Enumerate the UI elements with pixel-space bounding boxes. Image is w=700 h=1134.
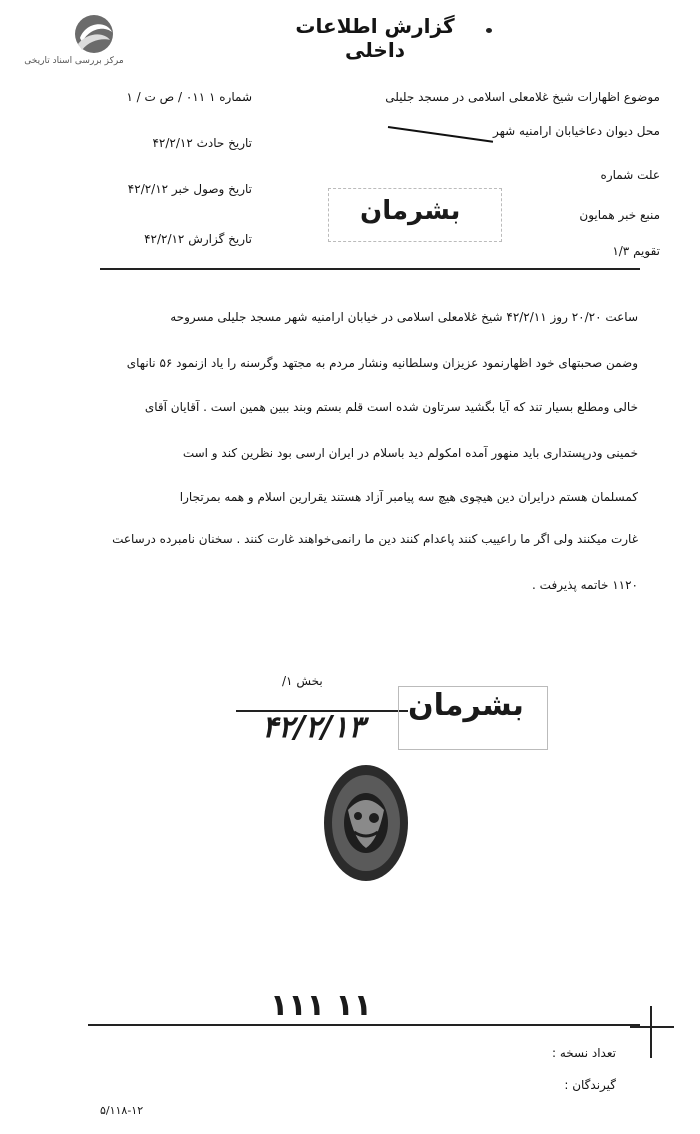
source-field: منبع خبر همایون xyxy=(579,208,660,222)
section-label: بخش ۱/ xyxy=(282,674,323,688)
case-number-field: علت شماره xyxy=(600,168,660,182)
cross-mark-vertical xyxy=(650,1006,652,1058)
subject-field: موضوع اظهارات شیخ غلامعلی اسلامی در مسجد جلیلی xyxy=(385,90,660,104)
header-divider xyxy=(100,268,640,270)
document-title: گزارش اطلاعات داخلی xyxy=(295,14,455,62)
body-line-2: وضمن صحبتهای خود اظهارنمود عزیزان وسلطانیه ونشار مردم به مجتهد وگرسنه را یاد ازنمود ۵۶ نانهای xyxy=(126,356,638,370)
event-date-field: تاریخ حادث ۴۲/۲/۱۲ xyxy=(152,136,252,150)
cross-mark-horizontal xyxy=(630,1026,674,1028)
footer-code: ۵/۱۱۸-۱۲ xyxy=(100,1104,144,1117)
copies-count-label: تعداد نسخه : xyxy=(551,1046,616,1060)
handwritten-date: ۴۲/۲/۱۳ xyxy=(262,710,365,745)
title-dot xyxy=(486,28,492,33)
body-line-5: کمسلمان هستم درایران دین هیچوی هیچ سه پیامبر آزاد هستند یقرارین اسلام و همه بمرتجارا xyxy=(179,490,638,504)
rating-field: تقویم ۱/۳ xyxy=(612,244,660,258)
top-stamp: بشرمان xyxy=(360,196,461,226)
body-line-3: خالی ومطلع بسیار تند که آیا بگشید سرتاون شده است قلم بستم وبند ببین همین است . آقایان آقای xyxy=(144,400,638,414)
strikethrough-mark xyxy=(388,126,493,143)
seal-icon xyxy=(318,760,414,886)
body-line-4: خمینی ودرپستداری باید منهور آمده امکولم دید باسلام در ایران ارسی بود نظرین کند و است xyxy=(182,446,638,460)
archive-emblem-icon xyxy=(16,12,136,60)
footer-divider xyxy=(88,1024,640,1026)
bottom-stamp: بشرمان xyxy=(408,688,524,723)
location-field: محل دیوان دعاخیابان ارامنیه شهر xyxy=(493,124,660,138)
body-line-7: ۱۱۲۰ خاتمه پذیرفت . xyxy=(532,578,638,592)
bottom-handwritten-marks: ۱۱۱ ۱۱ xyxy=(270,988,372,1023)
archive-name: مرکز بررسی اسناد تاریخی xyxy=(24,56,124,66)
report-date-field: تاریخ گزارش ۴۲/۲/۱۲ xyxy=(144,232,252,246)
body-line-1: ساعت ۲۰/۲۰ روز ۴۲/۲/۱۱ شیخ غلامعلی اسلامی در خیابان ارامنیه شهر مسجد جلیلی مسروحه xyxy=(170,310,638,324)
received-date-field: تاریخ وصول خبر ۴۲/۲/۱۲ xyxy=(127,182,252,196)
official-seal xyxy=(318,760,414,886)
recipients-label: گیرندگان : xyxy=(564,1078,616,1092)
number-field: شماره ۱ ۰۱۱ / ص ت / ۱ xyxy=(126,90,252,104)
body-line-6: غارت میکنند ولی اگر ما راعییب کنند پاعدام کنند دین ما رانمی‌خواهند غارت کنند . سخنان نامبرده درساعت xyxy=(112,532,638,546)
